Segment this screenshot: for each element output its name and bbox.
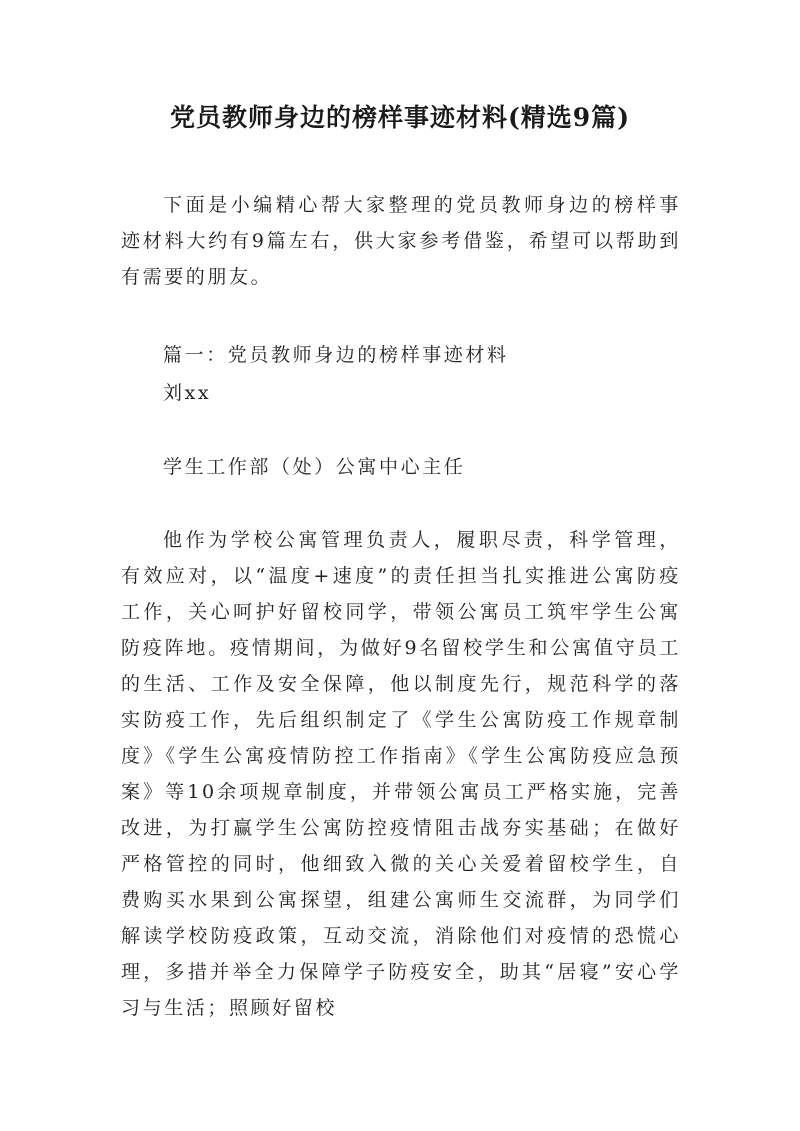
- body-paragraph: 他作为学校公寓管理负责人，履职尽责，科学管理，有效应对，以“温度+速度”的责任担当扎实推进公寓防疫工作，关心呵护好留校同学，带领公寓员工筑牢学生公寓防疫阵地。疫情期间，为做好9名留校学生和公寓值守员工的生活、工作及安全保障，他以制度先行，规范科学的落实防疫工作，先后组织制定了《学生公寓防疫工作规章制度》《学生公寓疫情防控工作指南》《学生公寓防疫应急预案》等10余项规章制度，并带领公寓员工严格实施，完善改进，为打赢学生公寓防控疫情阻击战夯实基础；在做好严格管控的同时，他细致入微的关心关爱着留校学生，自费购买水果到公寓探望，组建公寓师生交流群，为同学们解读学校防疫政策，互动交流，消除他们对疫情的恐慌心理，多措并举全力保障学子防疫安全，助其“居寝”安心学习与生活；照顾好留校: [121, 529, 681, 1019]
- author-name: 刘xx: [163, 382, 212, 404]
- intro-paragraph: 下面是小编精心帮大家整理的党员教师身边的榜样事迹材料大约有9篇左右，供大家参考借鉴，希望可以帮助到有需要的朋友。: [121, 194, 681, 288]
- section-heading: 篇一：党员教师身边的榜样事迹材料: [163, 344, 509, 366]
- author-position: 学生工作部（处）公寓中心主任: [163, 456, 466, 478]
- document-title: 党员教师身边的榜样事迹材料(精选9篇): [169, 103, 631, 132]
